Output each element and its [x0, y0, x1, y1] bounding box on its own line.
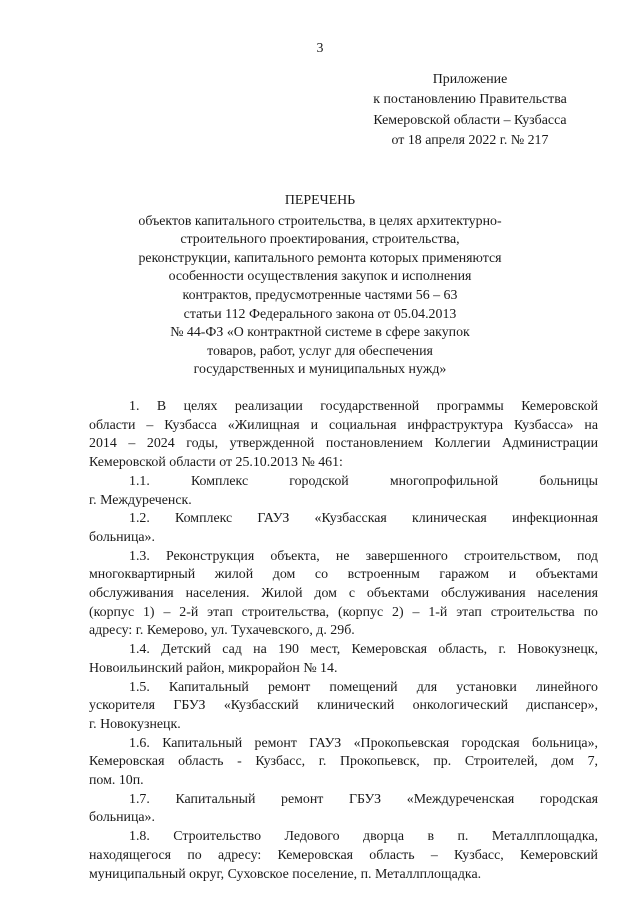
list-item-1-1 [89, 473, 598, 510]
title-line: статьи 112 Федерального закона от 05.04.2013 [183, 306, 457, 322]
appendix-line: от 18 апреля 2022 г. № 217 [391, 132, 549, 148]
list-item-1-4 [89, 641, 598, 678]
body-line: Новоильинский район, микрорайон № 14. [89, 660, 338, 676]
appendix-line: к постановлению Правительства [373, 92, 567, 108]
title-line: № 44-ФЗ «О контрактной системе в сфере закупок [170, 325, 470, 341]
list-item-1-8 [89, 828, 598, 884]
title-line: контрактов, предусмотренные частями 56 – 63 [182, 287, 458, 303]
body-line: Кемеровская область - Кузбасс, г. Прокопьевск, пр. Строителей, дом 7, [89, 754, 598, 770]
document-body [89, 398, 598, 884]
title-line: объектов капитального строительства, в целях архитектурно- [138, 213, 502, 229]
body-line: 1.4. Детский сад на 190 мест, Кемеровская область, г. Новокузнецк, [129, 642, 598, 658]
intro-paragraph [89, 398, 598, 473]
list-item-1-3 [89, 548, 598, 642]
body-line: ускорителя ГБУЗ «Кузбасский клинический онкологический диспансер», [89, 698, 598, 714]
appendix-line: Приложение [432, 72, 508, 87]
body-line: 1.2. Комплекс ГАУЗ «Кузбасская клиническая инфекционная [129, 511, 598, 527]
body-line: больница». [89, 810, 155, 826]
body-line: 1.3. Реконструкция объекта, не завершенного строительством, под [129, 548, 598, 564]
body-line: г. Новокузнецк. [89, 716, 181, 732]
body-line: многоквартирный жилой дом со встроенным гаражом и объектами [89, 567, 598, 583]
body-line: г. Междуреченск. [89, 492, 192, 508]
list-item-1-5 [89, 679, 598, 735]
body-line: (корпус 1) – 2-й этап строительства, (корпус 2) – 1-й этап строительства по [89, 604, 598, 620]
body-line: 1.7. Капитальный ремонт ГБУЗ «Междуреченская городская [129, 791, 598, 807]
title-line: государственных и муниципальных нужд» [193, 362, 447, 378]
appendix-header [340, 70, 600, 151]
title-line: особенности осуществления закупок и исполнения [168, 269, 472, 285]
body-line: 2014 – 2024 годы, утвержденной постановлением Коллегии Администрации [89, 436, 598, 452]
appendix-line: Кемеровской области – Кузбасса [373, 112, 567, 128]
body-line: находящегося по адресу: Кемеровская область – Кузбасс, Кемеровский [89, 847, 598, 863]
title-line: реконструкции, капитального ремонта которых применяются [138, 250, 502, 266]
body-line: 1.5. Капитальный ремонт помещений для установки линейного [129, 679, 598, 695]
body-line: 1.6. Капитальный ремонт ГАУЗ «Прокопьевская городская больница», [129, 735, 598, 751]
list-item-1-6 [89, 735, 598, 791]
body-line: Кемеровской области от 25.10.2013 № 461: [89, 455, 343, 471]
title-line: товаров, работ, услуг для обеспечения [207, 343, 433, 359]
body-line: 1. В целях реализации государственной программы Кемеровской [129, 399, 598, 414]
document-title-block [0, 192, 640, 380]
body-line: пом. 10п. [89, 773, 144, 789]
body-line: муниципальный округ, Суховское поселение, п. Металлплощадка. [89, 866, 482, 882]
body-line: адресу: г. Кемерово, ул. Тухачевского, д. 29б. [89, 623, 355, 639]
body-line: обслуживания населения. Жилой дом с объектами обслуживания населения [89, 586, 598, 602]
list-item-1-7 [89, 791, 598, 828]
list-item-1-2 [89, 510, 598, 547]
body-line: 1.1. Комплекс городской многопрофильной больницы [129, 473, 598, 489]
body-line: больница». [89, 529, 155, 545]
title-line: строительного проектирования, строительства, [180, 232, 460, 248]
page-number: 3 [316, 41, 324, 56]
body-line: области – Кузбасса «Жилищная и социальная инфраструктура Кузбасса» на [89, 417, 598, 433]
body-line: 1.8. Строительство Ледового дворца в п. Металлплощадка, [129, 829, 598, 845]
document-heading: ПЕРЕЧЕНЬ [284, 193, 356, 208]
